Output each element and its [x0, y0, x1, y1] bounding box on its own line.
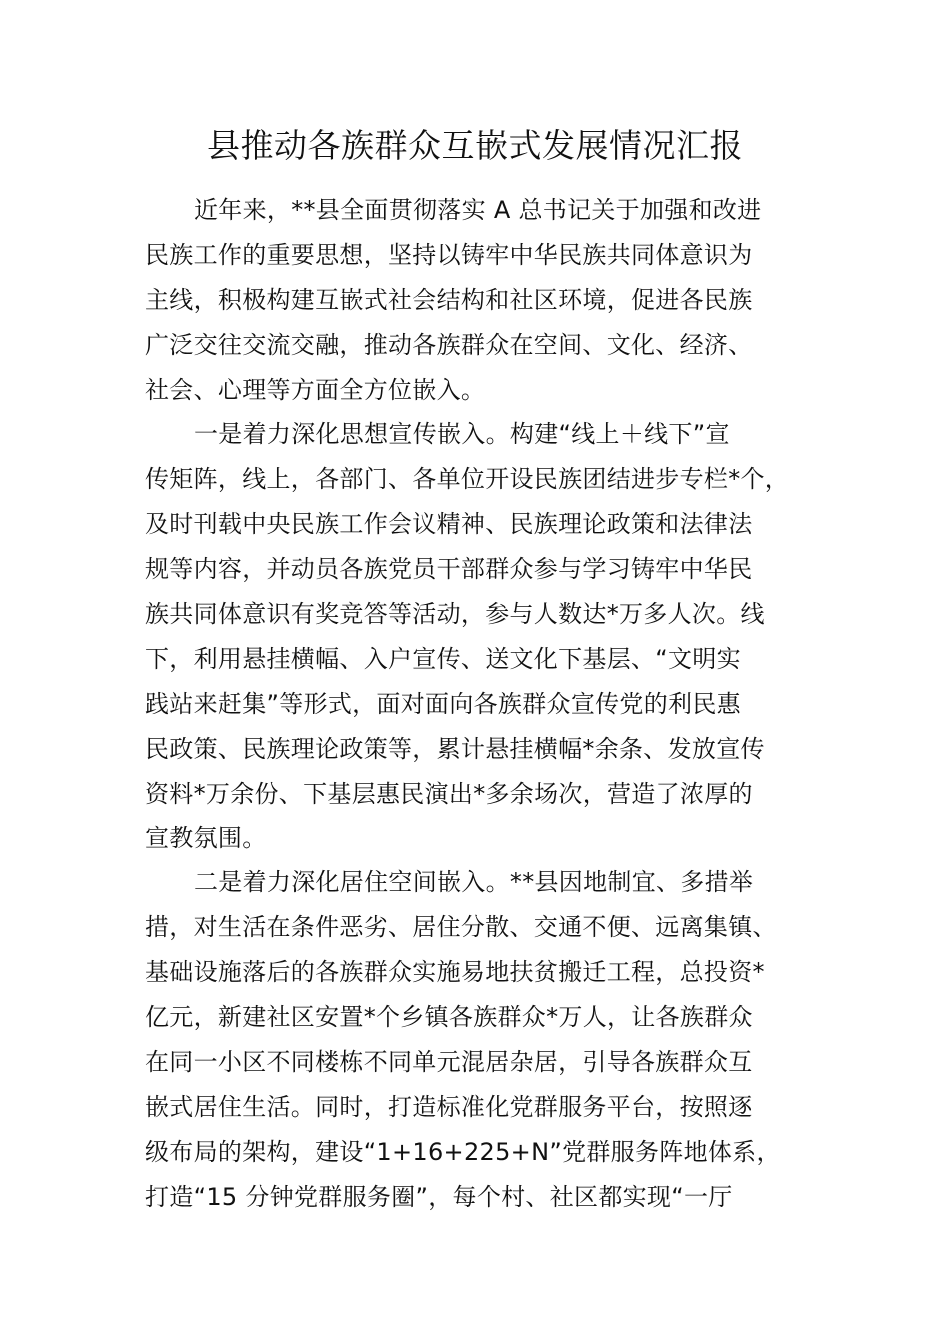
paragraph-line: 社会、心理等方面全方位嵌入。 — [145, 376, 486, 404]
paragraph-line: 基础设施落后的各族群众实施易地扶贫搬迁工程，总投资* — [145, 958, 765, 986]
paragraph-line: 打造“15 分钟党群服务圈”，每个村、社区都实现“一厅 — [145, 1183, 733, 1211]
paragraph-line: 族共同体意识有奖竞答等活动，参与人数达*万多人次。线 — [145, 600, 765, 628]
paragraph-line: 广泛交往交流交融，推动各族群众在空间、文化、经济、 — [145, 331, 753, 359]
paragraph-line: 在同一小区不同楼栋不同单元混居杂居，引导各族群众互 — [145, 1048, 753, 1076]
paragraph-line: 措，对生活在条件恶劣、居住分散、交通不便、远离集镇、 — [145, 913, 777, 941]
paragraph-line: 亿元，新建社区安置*个乡镇各族群众*万人，让各族群众 — [145, 1003, 753, 1031]
paragraph-line: 规等内容，并动员各族党员干部群众参与学习铸牢中华民 — [145, 555, 753, 583]
document-title: 县推动各族群众互嵌式发展情况汇报 — [207, 126, 743, 165]
paragraph-line: 传矩阵，线上，各部门、各单位开设民族团结进步专栏*个， — [145, 465, 790, 493]
paragraph-line: 践站来赶集”等形式，面对面向各族群众宣传党的利民惠 — [145, 690, 741, 718]
paragraph-line: 及时刊载中央民族工作会议精神、民族理论政策和法律法 — [145, 510, 753, 538]
paragraph-line: 下，利用悬挂横幅、入户宣传、送文化下基层、“文明实 — [145, 645, 741, 673]
paragraph-line: 民族工作的重要思想，坚持以铸牢中华民族共同体意识为 — [145, 241, 753, 269]
paragraph-line: 民政策、民族理论政策等，累计悬挂横幅*余条、发放宣传 — [145, 735, 765, 763]
paragraph-line: 嵌式居住生活。同时，打造标准化党群服务平台，按照逐 — [145, 1093, 753, 1121]
paragraph-line: 二是着力深化居住空间嵌入。**县因地制宜、多措举 — [194, 868, 754, 896]
paragraph-line: 宣教氛围。 — [145, 824, 267, 852]
paragraph-line: 资料*万余份、下基层惠民演出*多余场次，营造了浓厚的 — [145, 780, 753, 808]
paragraph-line: 近年来，**县全面贯彻落实 A 总书记关于加强和改进 — [194, 196, 762, 224]
paragraph-line: 主线，积极构建互嵌式社会结构和社区环境，促进各民族 — [145, 286, 753, 314]
paragraph-line: 一是着力深化思想宣传嵌入。构建“线上＋线下”宣 — [194, 420, 730, 448]
paragraph-line: 级布局的架构，建设“1+16+225+N”党群服务阵地体系， — [145, 1138, 781, 1166]
